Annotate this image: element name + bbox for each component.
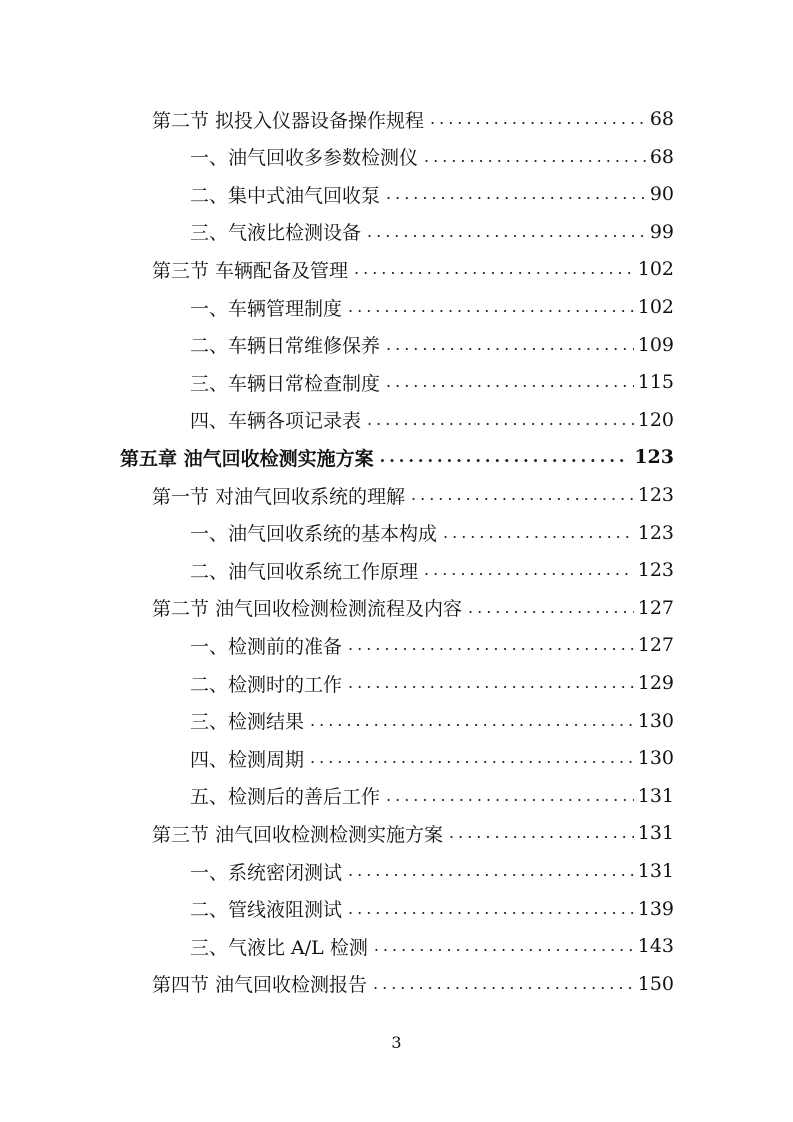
toc-leader-dots xyxy=(386,777,634,815)
toc-entry-page: 127 xyxy=(637,634,674,657)
toc-leader-dots xyxy=(348,890,634,928)
toc-leader-dots xyxy=(348,852,634,890)
toc-entry-page: 120 xyxy=(637,408,674,431)
toc-leader-dots xyxy=(348,288,634,326)
toc-entry-page: 68 xyxy=(649,145,674,168)
toc-entry-chapter[interactable] xyxy=(120,438,674,476)
toc-entry-page: 131 xyxy=(637,822,674,845)
toc-entry-item[interactable] xyxy=(190,175,674,213)
toc-entry-page: 123 xyxy=(634,446,674,469)
toc-entry-page: 150 xyxy=(637,972,674,995)
toc-entry-page: 102 xyxy=(637,258,674,281)
toc-entry-item[interactable] xyxy=(190,739,674,777)
toc-entry-label: 一、车辆管理制度 xyxy=(190,297,343,320)
toc-entry-label: 二、检测时的工作 xyxy=(190,673,343,696)
toc-entry-item[interactable] xyxy=(190,927,674,965)
toc-leader-dots xyxy=(380,438,631,476)
toc-entry-label: 三、车辆日常检查制度 xyxy=(190,372,381,395)
toc-entry-label: 二、管线液阻测试 xyxy=(190,899,343,922)
toc-leader-dots xyxy=(348,626,634,664)
toc-entry-item[interactable] xyxy=(190,288,674,326)
toc-entry-page: 123 xyxy=(637,559,674,582)
page-number: 3 xyxy=(391,1033,402,1052)
toc-leader-dots xyxy=(424,551,634,589)
toc-entry-label: 第二节 油气回收检测检测流程及内容 xyxy=(152,598,463,621)
toc-entry-section[interactable] xyxy=(152,250,674,288)
toc-entry-label: 四、检测周期 xyxy=(190,748,305,771)
toc-entry-label: 一、油气回收多参数检测仪 xyxy=(190,147,419,170)
toc-entry-page: 99 xyxy=(649,220,674,243)
toc-entry-page: 143 xyxy=(637,935,674,958)
toc-entry-page: 68 xyxy=(649,108,674,130)
toc-entry-label: 第二节 拟投入仪器设备操作规程 xyxy=(152,109,425,132)
toc-leader-dots xyxy=(374,927,634,965)
toc-entry-page: 131 xyxy=(637,784,674,807)
toc-leader-dots xyxy=(367,401,634,439)
toc-entry-label: 五、检测后的善后工作 xyxy=(190,786,381,809)
toc-entry-section[interactable] xyxy=(152,814,674,852)
toc-entry-item[interactable] xyxy=(190,363,674,401)
toc-entry-item[interactable] xyxy=(190,890,674,928)
toc-leader-dots xyxy=(443,514,634,552)
toc-entry-label: 二、集中式油气回收泵 xyxy=(190,184,381,207)
toc-entry-item[interactable] xyxy=(190,514,674,552)
toc-entry-page: 130 xyxy=(637,709,674,732)
toc-entry-label: 第四节 油气回收检测报告 xyxy=(152,974,368,997)
toc-entry-section[interactable] xyxy=(152,965,674,1003)
toc-entry-item[interactable] xyxy=(190,777,674,815)
toc-entry-page: 90 xyxy=(649,183,674,206)
toc-entry-page: 139 xyxy=(637,897,674,920)
toc-leader-dots xyxy=(348,664,634,702)
toc-leader-dots xyxy=(373,965,634,1003)
toc-entry-label: 四、车辆各项记录表 xyxy=(190,410,362,433)
toc-entry-item[interactable] xyxy=(190,852,674,890)
toc-entry-label: 三、检测结果 xyxy=(190,711,305,734)
toc-leader-dots xyxy=(386,175,646,213)
toc-leader-dots xyxy=(430,100,646,138)
toc-entry-item[interactable] xyxy=(190,664,674,702)
toc-leader-dots xyxy=(354,250,634,288)
toc-entry-item[interactable] xyxy=(190,213,674,251)
toc-entry-section[interactable] xyxy=(152,100,674,138)
toc-entry-label: 一、系统密闭测试 xyxy=(190,861,343,884)
toc-leader-dots xyxy=(386,363,634,401)
toc-entry-item[interactable] xyxy=(190,401,674,439)
toc-entry-item[interactable] xyxy=(190,138,674,176)
toc-leader-dots xyxy=(449,814,634,852)
toc-leader-dots xyxy=(367,213,646,251)
toc-entry-page: 131 xyxy=(637,860,674,882)
toc-entry-label: 一、油气回收系统的基本构成 xyxy=(190,523,438,546)
toc-entry-label: 第五章 油气回收检测实施方案 xyxy=(120,447,374,470)
toc-entry-page: 129 xyxy=(637,672,674,694)
toc-entry-label: 二、油气回收系统工作原理 xyxy=(190,560,419,583)
toc-entry-label: 第三节 油气回收检测检测实施方案 xyxy=(152,823,444,846)
toc-entry-label: 第一节 对油气回收系统的理解 xyxy=(152,485,406,508)
toc-entry-page: 130 xyxy=(637,747,674,770)
toc-entry-label: 三、气液比 A/L 检测 xyxy=(190,936,368,959)
toc-entry-page: 102 xyxy=(637,296,674,318)
toc-entry-section[interactable] xyxy=(152,476,674,514)
toc-leader-dots xyxy=(424,138,646,176)
toc-entry-item[interactable] xyxy=(190,626,674,664)
toc-entry-page: 127 xyxy=(637,596,674,619)
toc-entry-label: 一、检测前的准备 xyxy=(190,635,343,658)
toc-entry-page: 123 xyxy=(637,521,674,544)
toc-entry-page: 123 xyxy=(637,484,674,506)
toc-leader-dots xyxy=(386,326,634,364)
toc-entry-page: 109 xyxy=(637,333,674,356)
toc-leader-dots xyxy=(411,476,634,514)
toc-leader-dots xyxy=(468,589,634,627)
toc-entry-section[interactable] xyxy=(152,589,674,627)
toc-entry-label: 第三节 车辆配备及管理 xyxy=(152,259,349,282)
toc-leader-dots xyxy=(310,702,634,740)
toc-entry-item[interactable] xyxy=(190,702,674,740)
toc-entry-page: 115 xyxy=(637,371,674,394)
toc-leader-dots xyxy=(310,739,634,777)
toc-entry-label: 三、气液比检测设备 xyxy=(190,222,362,245)
toc-entry-item[interactable] xyxy=(190,326,674,364)
toc-entry-label: 二、车辆日常维修保养 xyxy=(190,335,381,358)
toc-entry-item[interactable] xyxy=(190,551,674,589)
